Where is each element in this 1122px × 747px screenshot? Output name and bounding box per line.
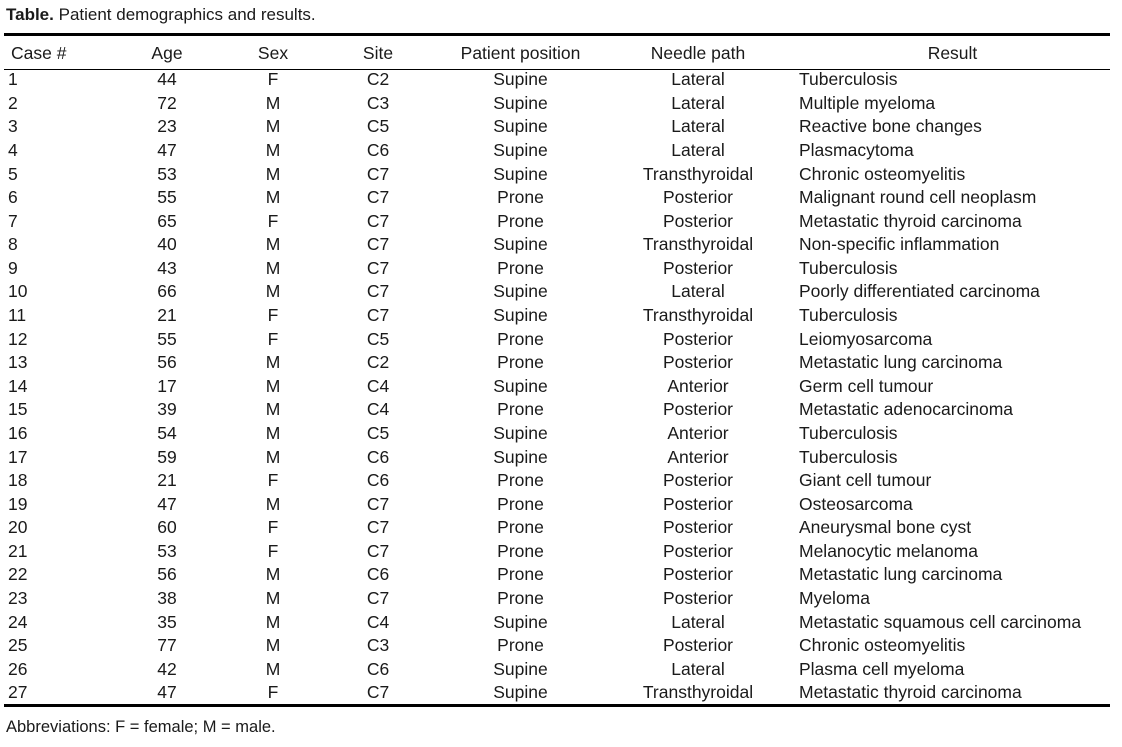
cell-case: 22 <box>8 564 28 585</box>
cell-site: C7 <box>366 493 390 514</box>
table-row <box>4 304 1117 328</box>
table-row <box>4 280 1117 304</box>
cell-patient-position: Supine <box>493 281 548 302</box>
cell-needle-path: Transthyroidal <box>642 682 754 703</box>
cell-site: C7 <box>366 517 390 538</box>
cell-age: 77 <box>157 635 177 656</box>
table-row <box>4 351 1117 375</box>
cell-sex: M <box>265 611 281 632</box>
table-row <box>4 186 1117 210</box>
cell-patient-position: Supine <box>493 69 548 90</box>
cell-result: Tuberculosis <box>799 446 898 467</box>
cell-age: 55 <box>157 187 177 208</box>
cell-result: Chronic osteomyelitis <box>799 635 966 656</box>
cell-needle-path: Posterior <box>662 328 734 349</box>
cell-sex: F <box>267 328 279 349</box>
cell-needle-path: Posterior <box>662 588 734 608</box>
caption-text: Patient demographics and results. <box>58 5 316 24</box>
cell-patient-position: Prone <box>497 328 544 349</box>
cell-case: 13 <box>8 352 28 373</box>
cell-result: Aneurysmal bone cyst <box>799 517 972 538</box>
table-row <box>4 516 1117 540</box>
cell-result: Malignant round cell neoplasm <box>799 187 1037 208</box>
cell-case: 19 <box>8 493 28 514</box>
cell-needle-path: Transthyroidal <box>642 305 754 326</box>
table-row <box>4 92 1117 116</box>
cell-sex: M <box>265 140 281 161</box>
cell-result: Metastatic lung carcinoma <box>799 564 1003 585</box>
cell-needle-path: Posterior <box>662 210 734 231</box>
table-row <box>4 422 1117 446</box>
cell-needle-path: Posterior <box>662 564 734 585</box>
cell-needle-path: Anterior <box>667 446 729 467</box>
cell-sex: F <box>267 210 279 231</box>
cell-patient-position: Supine <box>493 658 548 679</box>
cell-age: 23 <box>157 116 177 137</box>
table-row <box>4 375 1117 399</box>
cell-age: 72 <box>157 92 177 113</box>
cell-needle-path: Posterior <box>662 399 734 420</box>
cell-patient-position: Prone <box>497 187 544 208</box>
cell-sex: M <box>265 352 281 373</box>
cell-case: 20 <box>8 517 28 538</box>
cell-case: 4 <box>8 140 18 161</box>
cell-age: 17 <box>157 375 177 396</box>
cell-site: C6 <box>366 564 390 585</box>
cell-age: 55 <box>157 328 177 349</box>
cell-result: Germ cell tumour <box>799 375 934 396</box>
cell-sex: M <box>265 422 281 443</box>
cell-site: C6 <box>366 446 390 467</box>
cell-patient-position: Prone <box>497 540 544 561</box>
cell-result: Multiple myeloma <box>799 92 936 113</box>
cell-sex: M <box>265 493 281 514</box>
cell-site: C7 <box>366 210 390 231</box>
cell-result: Tuberculosis <box>799 422 898 443</box>
cell-sex: M <box>265 187 281 208</box>
table-row <box>4 233 1117 257</box>
table-row <box>4 162 1117 186</box>
header-site: Site <box>362 42 394 63</box>
cell-sex: F <box>267 470 279 491</box>
cell-age: 43 <box>157 257 177 278</box>
cell-case: 3 <box>8 116 18 137</box>
cell-case: 2 <box>8 92 18 113</box>
cell-sex: M <box>265 375 281 396</box>
cell-age: 56 <box>157 564 177 585</box>
cell-site: C3 <box>366 92 390 113</box>
cell-result: Reactive bone changes <box>799 116 982 137</box>
cell-result: Poorly differentiated carcinoma <box>799 281 1040 302</box>
table-row <box>4 540 1117 564</box>
cell-site: C5 <box>366 116 390 137</box>
cell-result: Osteosarcoma <box>799 493 913 514</box>
cell-patient-position: Supine <box>493 116 548 137</box>
cell-age: 53 <box>157 540 177 561</box>
cell-patient-position: Prone <box>497 352 544 373</box>
cell-site: C7 <box>366 281 390 302</box>
cell-case: 18 <box>8 470 28 491</box>
cell-sex: M <box>265 658 281 679</box>
cell-needle-path: Posterior <box>662 352 734 373</box>
cell-case: 9 <box>8 257 18 278</box>
cell-result: Metastatic squamous cell carcinoma <box>799 611 1082 632</box>
header-patient-position: Patient position <box>460 42 581 63</box>
cell-result: Metastatic thyroid carcinoma <box>799 210 1022 231</box>
cell-needle-path: Posterior <box>662 493 734 514</box>
cell-result: Chronic osteomyelitis <box>799 163 966 184</box>
cell-needle-path: Transthyroidal <box>642 163 754 184</box>
cell-case: 7 <box>8 210 18 231</box>
cell-result: Melanocytic melanoma <box>799 540 978 561</box>
table-caption <box>6 4 316 26</box>
cell-patient-position: Supine <box>493 422 548 443</box>
cell-sex: F <box>267 517 279 538</box>
cell-age: 40 <box>157 234 177 255</box>
cell-age: 54 <box>157 422 177 443</box>
cell-age: 21 <box>157 470 177 491</box>
table-row <box>4 209 1117 233</box>
cell-result: Non-specific inflammation <box>799 234 1000 255</box>
cell-age: 59 <box>157 446 177 467</box>
patient-table <box>4 38 1117 705</box>
cell-patient-position: Prone <box>497 399 544 420</box>
cell-age: 44 <box>157 69 177 90</box>
cell-case: 26 <box>8 658 28 679</box>
cell-result: Plasmacytoma <box>799 140 914 161</box>
cell-case: 21 <box>8 540 28 561</box>
cell-sex: M <box>265 564 281 585</box>
cell-sex: M <box>265 257 281 278</box>
cell-sex: F <box>267 69 279 90</box>
cell-case: 8 <box>8 234 18 255</box>
cell-needle-path: Posterior <box>662 257 734 278</box>
table-row <box>4 634 1117 658</box>
cell-needle-path: Lateral <box>671 116 725 137</box>
cell-patient-position: Supine <box>493 140 548 161</box>
cell-patient-position: Prone <box>497 493 544 514</box>
header-needle-path: Needle path <box>650 42 746 63</box>
cell-sex: M <box>265 399 281 420</box>
table-row <box>4 445 1117 469</box>
cell-needle-path: Transthyroidal <box>642 234 754 255</box>
table-row <box>4 469 1117 493</box>
cell-needle-path: Lateral <box>671 140 725 161</box>
header-case: Case # <box>11 42 67 63</box>
table-row <box>4 139 1117 163</box>
cell-result: Tuberculosis <box>799 69 898 90</box>
table-row <box>4 398 1117 422</box>
cell-result: Metastatic lung carcinoma <box>799 352 1003 373</box>
cell-age: 35 <box>157 611 177 632</box>
table-row <box>4 68 1117 92</box>
cell-needle-path: Anterior <box>667 422 729 443</box>
cell-needle-path: Posterior <box>662 187 734 208</box>
cell-case: 17 <box>8 446 28 467</box>
cell-case: 23 <box>8 588 28 608</box>
cell-result: Myeloma <box>799 588 870 608</box>
cell-sex: F <box>267 682 279 703</box>
cell-result: Tuberculosis <box>799 305 898 326</box>
cell-sex: F <box>267 305 279 326</box>
cell-case: 14 <box>8 375 28 396</box>
cell-needle-path: Lateral <box>671 69 725 90</box>
cell-patient-position: Supine <box>493 682 548 703</box>
cell-site: C5 <box>366 422 390 443</box>
table-row <box>4 657 1117 681</box>
cell-age: 21 <box>157 305 177 326</box>
cell-result: Leiomyosarcoma <box>799 328 933 349</box>
table-row <box>4 327 1117 351</box>
cell-patient-position: Supine <box>493 305 548 326</box>
cell-site: C4 <box>366 611 390 632</box>
cell-sex: M <box>265 446 281 467</box>
cell-site: C7 <box>366 540 390 561</box>
table-header-row <box>4 38 1117 68</box>
cell-patient-position: Prone <box>497 470 544 491</box>
table-row <box>4 681 1117 705</box>
cell-result: Metastatic adenocarcinoma <box>799 399 1013 420</box>
cell-site: C7 <box>366 234 390 255</box>
cell-needle-path: Lateral <box>671 92 725 113</box>
cell-site: C7 <box>366 588 390 608</box>
cell-case: 5 <box>8 163 18 184</box>
cell-needle-path: Lateral <box>671 611 725 632</box>
cell-case: 6 <box>8 187 18 208</box>
cell-age: 65 <box>157 210 177 231</box>
cell-sex: M <box>265 635 281 656</box>
cell-needle-path: Posterior <box>662 635 734 656</box>
cell-site: C7 <box>366 682 390 703</box>
cell-case: 12 <box>8 328 28 349</box>
cell-sex: M <box>265 163 281 184</box>
cell-site: C7 <box>366 187 390 208</box>
cell-sex: M <box>265 234 281 255</box>
cell-age: 66 <box>157 281 177 302</box>
table-row <box>4 610 1117 634</box>
cell-site: C7 <box>366 305 390 326</box>
cell-site: C2 <box>366 352 390 373</box>
header-sex: Sex <box>257 42 289 63</box>
cell-patient-position: Prone <box>497 210 544 231</box>
cell-patient-position: Prone <box>497 564 544 585</box>
cell-patient-position: Supine <box>493 446 548 467</box>
cell-patient-position: Prone <box>497 588 544 608</box>
cell-result: Metastatic thyroid carcinoma <box>799 682 1022 703</box>
header-result: Result <box>927 42 978 63</box>
cell-site: C3 <box>366 635 390 656</box>
cell-age: 47 <box>157 140 177 161</box>
cell-site: C2 <box>366 69 390 90</box>
header-age: Age <box>151 42 183 63</box>
cell-site: C6 <box>366 140 390 161</box>
cell-needle-path: Posterior <box>662 540 734 561</box>
cell-result: Giant cell tumour <box>799 470 932 491</box>
cell-patient-position: Prone <box>497 517 544 538</box>
cell-age: 42 <box>157 658 177 679</box>
cell-case: 24 <box>8 611 28 632</box>
cell-needle-path: Lateral <box>671 281 725 302</box>
table-row <box>4 587 1117 611</box>
table-body <box>4 68 1117 705</box>
cell-sex: M <box>265 281 281 302</box>
cell-site: C5 <box>366 328 390 349</box>
cell-sex: F <box>267 540 279 561</box>
cell-patient-position: Supine <box>493 92 548 113</box>
table-row <box>4 563 1117 587</box>
cell-case: 10 <box>8 281 28 302</box>
table-row <box>4 257 1117 281</box>
cell-site: C7 <box>366 163 390 184</box>
cell-site: C4 <box>366 375 390 396</box>
cell-case: 11 <box>8 305 27 326</box>
cell-case: 1 <box>8 69 18 90</box>
cell-site: C4 <box>366 399 390 420</box>
cell-needle-path: Anterior <box>667 375 729 396</box>
cell-result: Tuberculosis <box>799 257 898 278</box>
cell-age: 60 <box>157 517 177 538</box>
table-row <box>4 115 1117 139</box>
cell-patient-position: Supine <box>493 611 548 632</box>
table-footnote: Abbreviations: F = female; M = male. <box>6 718 276 736</box>
cell-age: 38 <box>157 588 177 608</box>
cell-patient-position: Supine <box>493 234 548 255</box>
cell-case: 27 <box>8 682 28 703</box>
cell-age: 39 <box>157 399 177 420</box>
table-row <box>4 492 1117 516</box>
cell-sex: M <box>265 116 281 137</box>
cell-sex: M <box>265 588 281 608</box>
cell-case: 25 <box>8 635 28 656</box>
cell-result: Plasma cell myeloma <box>799 658 965 679</box>
cell-age: 47 <box>157 493 177 514</box>
cell-patient-position: Prone <box>497 257 544 278</box>
cell-needle-path: Posterior <box>662 470 734 491</box>
cell-site: C7 <box>366 257 390 278</box>
cell-site: C6 <box>366 658 390 679</box>
cell-age: 47 <box>157 682 177 703</box>
caption-label: Table. <box>6 5 54 24</box>
cell-case: 16 <box>8 422 28 443</box>
cell-patient-position: Supine <box>493 375 548 396</box>
cell-patient-position: Supine <box>493 163 548 184</box>
cell-age: 53 <box>157 163 177 184</box>
cell-sex: M <box>265 92 281 113</box>
table-top-rule <box>4 33 1110 36</box>
cell-age: 56 <box>157 352 177 373</box>
cell-patient-position: Prone <box>497 635 544 656</box>
cell-site: C6 <box>366 470 390 491</box>
cell-case: 15 <box>8 399 28 420</box>
cell-needle-path: Lateral <box>671 658 725 679</box>
cell-needle-path: Posterior <box>662 517 734 538</box>
